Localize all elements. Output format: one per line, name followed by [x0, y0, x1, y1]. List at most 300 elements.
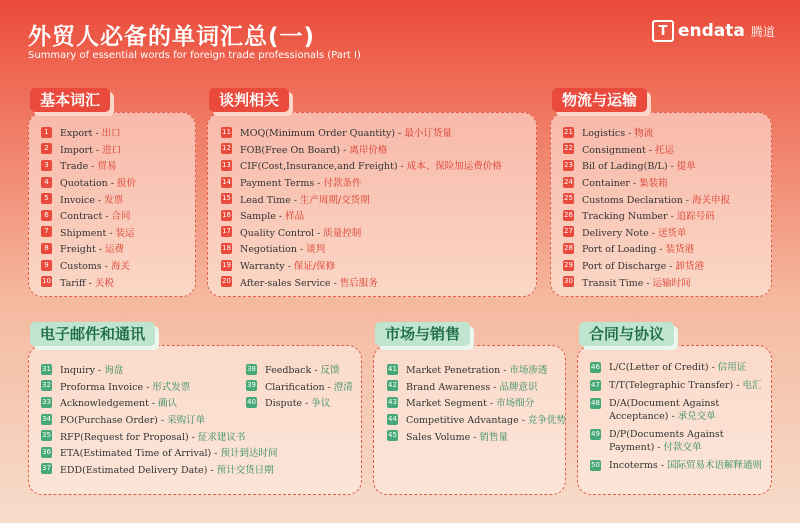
english-term: Brand Awareness: [406, 381, 491, 393]
chinese-term: 报价: [117, 178, 137, 190]
chinese-term: 关税: [94, 277, 114, 289]
contract-heading: 合同与协议: [579, 322, 674, 346]
item-text: [240, 125, 452, 139]
word-item: [590, 428, 766, 454]
separator: -: [91, 161, 95, 173]
item-text: [609, 428, 766, 454]
word-item: [590, 379, 766, 392]
chinese-term: 质量控制: [323, 227, 362, 239]
chinese-term: 争议: [311, 398, 331, 410]
item-text: [240, 175, 361, 189]
chinese-term: 品牌意识: [499, 381, 538, 393]
word-item: [563, 207, 730, 224]
english-term: Lead Time: [240, 194, 291, 206]
word-item: [590, 459, 766, 472]
item-text: [60, 462, 274, 476]
english-term: Consignment: [582, 144, 646, 156]
item-text: [240, 241, 325, 255]
word-item: [563, 174, 730, 191]
separator: -: [632, 178, 637, 190]
english-term: Transit Time: [582, 277, 644, 289]
chinese-term: 预计到达时间: [220, 448, 278, 460]
word-item: [41, 257, 136, 274]
email-list-right: [246, 361, 353, 411]
item-text: [60, 192, 123, 206]
separator: -: [646, 277, 650, 289]
separator: -: [146, 381, 150, 393]
separator: -: [191, 431, 195, 443]
chinese-term: 澄清: [333, 381, 353, 393]
word-item: [41, 361, 277, 378]
item-text: [582, 258, 704, 272]
word-item: [246, 361, 353, 378]
separator: -: [210, 464, 214, 476]
english-term: Trade: [60, 161, 89, 173]
chinese-term: 付款交单: [663, 442, 702, 453]
chinese-term: 装货港: [665, 244, 695, 256]
chinese-term: 样品: [285, 211, 305, 223]
english-term: Payment Terms: [240, 178, 315, 190]
english-term: RFP(Request for Proposal): [60, 431, 189, 443]
item-number-badge: 19: [222, 260, 231, 269]
item-text: [406, 362, 547, 376]
word-item: [563, 157, 730, 174]
english-term: ETA(Estimated Time of Arrival): [60, 448, 212, 460]
separator: -: [151, 398, 156, 410]
chinese-term: 集装箱: [639, 178, 668, 190]
item-number-badge: 10: [42, 277, 51, 286]
item-number-badge: 23: [564, 160, 573, 169]
item-text: [60, 445, 277, 459]
separator: -: [160, 415, 165, 427]
marketing-heading: 市场与销售: [375, 322, 470, 346]
chinese-term: 追踪号码: [676, 211, 715, 223]
separator: -: [278, 211, 283, 223]
separator: -: [110, 178, 115, 190]
chinese-term: 提单: [676, 161, 696, 173]
english-term: Logistics: [582, 128, 626, 140]
word-item: [41, 157, 136, 174]
english-term: Export: [60, 128, 93, 140]
separator: -: [685, 194, 690, 206]
item-text: [582, 175, 668, 189]
english-term: Inquiry: [60, 365, 96, 377]
item-number-badge: 31: [42, 364, 51, 373]
separator: -: [88, 277, 92, 289]
word-item: [41, 190, 136, 207]
item-number-badge: 4: [41, 177, 52, 188]
separator: -: [104, 261, 108, 273]
item-number-badge: 43: [388, 397, 397, 406]
chinese-term: 承兑交单: [677, 411, 716, 422]
item-text: [240, 158, 502, 172]
english-term: Customs: [60, 261, 102, 273]
logo-wordmark: endata: [678, 21, 745, 41]
marketing-list: [387, 361, 566, 444]
english-term: Port of Discharge: [582, 261, 667, 273]
chinese-term: 确认: [158, 398, 178, 410]
separator: -: [98, 365, 102, 377]
item-number-badge: 39: [247, 381, 256, 390]
separator: -: [95, 144, 100, 156]
chinese-term: 国际贸易术语解释通则: [667, 460, 763, 471]
item-text: [582, 142, 674, 156]
chinese-term: 竞争优势: [527, 415, 566, 427]
item-text: [240, 208, 304, 222]
separator: -: [671, 411, 675, 422]
item-number-badge: 11: [222, 127, 231, 136]
chinese-term: 送货单: [657, 227, 687, 239]
separator: -: [489, 398, 494, 410]
item-text: [240, 258, 335, 272]
word-item: [590, 397, 766, 423]
english-term: T/T(Telegraphic Transfer): [609, 380, 734, 391]
item-text: [240, 142, 387, 156]
word-item: [41, 174, 136, 191]
word-item: [41, 461, 277, 478]
contract-list: [590, 361, 766, 477]
word-item: [387, 361, 566, 378]
separator: -: [503, 365, 507, 377]
separator: -: [711, 362, 715, 373]
chinese-term: 反馈: [320, 365, 340, 377]
item-text: [582, 125, 653, 139]
separator: -: [109, 227, 113, 239]
separator: -: [670, 211, 674, 223]
item-text: [609, 379, 761, 392]
english-term: Shipment: [60, 227, 107, 239]
chinese-term: 离岸价格: [349, 144, 388, 156]
word-item: [590, 361, 766, 374]
item-number-badge: 29: [564, 260, 573, 269]
english-term: Customs Declaration: [582, 194, 683, 206]
item-text: [609, 397, 766, 423]
english-term: PO(Purchase Order): [60, 415, 158, 427]
word-item: [387, 394, 566, 411]
word-item: [221, 190, 502, 207]
separator: -: [670, 161, 674, 173]
chinese-term: 托运: [655, 144, 675, 156]
english-term: Sample: [240, 211, 276, 223]
item-text: [60, 412, 205, 426]
item-number-badge: 18: [222, 243, 231, 252]
english-term: Feedback: [265, 365, 312, 377]
logo-mark: T: [652, 20, 674, 42]
word-item: [563, 224, 730, 241]
word-item: [221, 273, 502, 290]
item-text: [406, 379, 538, 393]
item-number-badge: 44: [388, 414, 397, 423]
chinese-term: 海关申报: [692, 194, 731, 206]
chinese-term: 生产周期/交货期: [299, 194, 370, 206]
word-item: [221, 157, 502, 174]
item-text: [582, 241, 694, 255]
separator: -: [299, 244, 304, 256]
english-term: Sales Volume: [406, 431, 471, 443]
item-number-badge: 49: [591, 430, 600, 438]
english-term: Market Penetration: [406, 365, 501, 377]
chinese-term: 运费: [105, 244, 125, 256]
item-text: [60, 142, 121, 156]
separator: -: [660, 460, 664, 471]
word-item: [221, 224, 502, 241]
word-item: [387, 411, 566, 428]
english-term: Invoice: [60, 194, 95, 206]
separator: -: [343, 144, 347, 156]
english-term: Acknowledgement: [60, 398, 149, 410]
item-number-badge: 12: [222, 144, 231, 153]
separator: -: [657, 442, 661, 453]
word-item: [41, 444, 277, 461]
item-text: [60, 275, 114, 289]
item-text: [60, 362, 123, 376]
word-item: [221, 257, 502, 274]
chinese-term: 采购订单: [167, 415, 206, 427]
chinese-term: 征求建议书: [197, 431, 246, 443]
item-number-badge: 9: [41, 260, 52, 271]
word-item: [563, 273, 730, 290]
logo-cn: 腾道: [750, 24, 775, 39]
english-term: D/A(Document Against Acceptance): [609, 398, 720, 422]
word-item: [41, 378, 277, 395]
item-text: [60, 208, 131, 222]
english-term: D/P(Documents Against Payment): [609, 429, 724, 453]
item-number-badge: 14: [222, 177, 231, 186]
word-item: [41, 240, 136, 257]
item-number-badge: 28: [564, 243, 573, 252]
item-number-badge: 46: [591, 363, 600, 371]
page-title: 外贸人必备的单词汇总(一): [28, 24, 316, 50]
word-item: [387, 427, 566, 444]
item-text: [582, 275, 691, 289]
word-item: [563, 190, 730, 207]
word-item: [41, 124, 136, 141]
english-term: Freight: [60, 244, 96, 256]
item-number-badge: 32: [42, 381, 51, 390]
email-list-left: [41, 361, 277, 477]
chinese-term: 物流: [634, 128, 654, 140]
english-term: Delivery Note: [582, 227, 649, 239]
item-number-badge: 36: [42, 447, 51, 456]
chinese-term: 装运: [115, 227, 135, 239]
item-text: [60, 241, 124, 255]
chinese-term: 发票: [104, 194, 124, 206]
word-item: [246, 378, 353, 395]
negotiation-heading: 谈判相关: [209, 88, 289, 112]
english-term: Warranty: [240, 261, 285, 273]
word-item: [563, 240, 730, 257]
item-number-badge: 16: [222, 210, 231, 219]
item-number-badge: 42: [388, 381, 397, 390]
basic-heading: 基本词汇: [30, 88, 110, 112]
tendata-logo: [652, 20, 775, 42]
item-number-badge: 7: [41, 226, 52, 237]
chinese-term: 电汇: [742, 380, 762, 391]
separator: -: [105, 211, 109, 223]
chinese-term: 进口: [102, 144, 122, 156]
chinese-term: 谈判: [306, 244, 326, 256]
item-number-badge: 8: [41, 243, 52, 254]
english-term: Incoterms: [609, 460, 658, 471]
separator: -: [314, 365, 318, 377]
item-number-badge: 30: [564, 277, 573, 286]
item-number-badge: 22: [564, 144, 573, 153]
separator: -: [305, 398, 309, 410]
item-text: [60, 379, 190, 393]
negotiation-list: [221, 124, 502, 290]
separator: -: [736, 380, 740, 391]
item-text: [265, 395, 330, 409]
item-text: [60, 429, 245, 443]
english-term: CIF(Cost,Insurance,and Freight): [240, 161, 398, 173]
item-text: [60, 395, 177, 409]
english-term: Market Segment: [406, 398, 487, 410]
separator: -: [287, 261, 291, 273]
item-number-badge: 37: [42, 464, 51, 473]
item-number-badge: 48: [591, 399, 600, 407]
word-item: [41, 394, 277, 411]
english-term: Dispute: [265, 398, 303, 410]
word-item: [221, 141, 502, 158]
chinese-term: 最小订货量: [404, 128, 452, 140]
chinese-term: 卸货港: [675, 261, 704, 273]
item-number-badge: 50: [591, 461, 600, 469]
separator: -: [651, 227, 655, 239]
separator: -: [214, 448, 218, 460]
english-term: Quotation: [60, 178, 108, 190]
chinese-term: 预计交货日期: [216, 464, 274, 476]
logistics-heading: 物流与运输: [552, 88, 647, 112]
item-number-badge: 13: [222, 160, 231, 169]
chinese-term: 市场细分: [496, 398, 535, 410]
item-text: [406, 395, 534, 409]
item-number-badge: 38: [247, 364, 256, 373]
item-number-badge: 27: [564, 227, 573, 236]
separator: -: [648, 144, 653, 156]
separator: -: [400, 161, 404, 173]
page-subtitle: Summary of essential words for foreign trade professionals (Part I): [28, 50, 361, 61]
word-item: [41, 427, 277, 444]
item-number-badge: 5: [41, 193, 52, 204]
item-text: [240, 275, 378, 289]
item-number-badge: 45: [388, 431, 397, 440]
english-term: Import: [60, 144, 93, 156]
separator: -: [317, 178, 321, 190]
english-term: L/C(Letter of Credit): [609, 362, 709, 373]
chinese-term: 销售量: [479, 431, 508, 443]
separator: -: [659, 244, 663, 256]
chinese-term: 运输时间: [652, 277, 691, 289]
word-item: [221, 174, 502, 191]
word-item: [563, 257, 730, 274]
item-text: [582, 158, 696, 172]
separator: -: [95, 128, 99, 140]
separator: -: [97, 194, 102, 206]
english-term: Contract: [60, 211, 103, 223]
chinese-term: 保证/保修: [293, 261, 336, 273]
chinese-term: 市场渗透: [509, 365, 548, 377]
item-number-badge: 2: [41, 143, 52, 154]
item-number-badge: 6: [41, 210, 52, 221]
item-text: [265, 362, 339, 376]
separator: -: [628, 128, 632, 140]
logistics-list: [563, 124, 730, 290]
english-term: Proforma Invoice: [60, 381, 144, 393]
english-term: After-sales Service: [240, 277, 331, 289]
item-text: [609, 361, 746, 374]
english-term: Quality Control: [240, 227, 315, 239]
item-text: [60, 175, 136, 189]
item-number-badge: 15: [222, 194, 231, 203]
english-term: MOQ(Minimum Order Quantity): [240, 128, 396, 140]
english-term: Clarification: [265, 381, 325, 393]
chinese-term: 合同: [111, 211, 131, 223]
item-text: [582, 208, 715, 222]
english-term: FOB(Free On Board): [240, 144, 341, 156]
word-item: [563, 124, 730, 141]
item-number-badge: 17: [222, 227, 231, 236]
item-number-badge: 25: [564, 194, 573, 203]
separator: -: [327, 381, 331, 393]
separator: -: [293, 194, 297, 206]
chinese-term: 询盘: [104, 365, 124, 377]
item-text: [582, 225, 686, 239]
english-term: Negotiation: [240, 244, 297, 256]
word-item: [41, 141, 136, 158]
item-number-badge: 40: [247, 397, 256, 406]
item-text: [406, 412, 566, 426]
item-text: [265, 379, 353, 393]
item-number-badge: 1: [41, 127, 52, 138]
chinese-term: 成本、保险加运费价格: [406, 161, 502, 173]
item-number-badge: 33: [42, 397, 51, 406]
item-number-badge: 21: [564, 127, 573, 136]
item-number-badge: 26: [564, 210, 573, 219]
item-text: [240, 225, 361, 239]
english-term: Port of Loading: [582, 244, 657, 256]
chinese-term: 海关: [110, 261, 130, 273]
word-item: [41, 224, 136, 241]
word-item: [221, 124, 502, 141]
word-item: [221, 240, 502, 257]
item-text: [60, 125, 121, 139]
item-text: [240, 192, 370, 206]
word-item: [221, 207, 502, 224]
chinese-term: 信用证: [717, 362, 747, 373]
item-text: [406, 429, 508, 443]
item-number-badge: 3: [41, 160, 52, 171]
item-number-badge: 34: [42, 414, 51, 423]
item-text: [60, 258, 130, 272]
separator: -: [317, 227, 321, 239]
english-term: Tracking Number: [582, 211, 668, 223]
separator: -: [333, 277, 337, 289]
item-text: [60, 158, 116, 172]
item-number-badge: 20: [222, 277, 231, 286]
word-item: [41, 411, 277, 428]
separator: -: [521, 415, 525, 427]
chinese-term: 贸易: [97, 161, 117, 173]
email-heading: 电子邮件和通讯: [30, 322, 155, 346]
word-item: [41, 273, 136, 290]
item-number-badge: 47: [591, 381, 600, 389]
english-term: Tariff: [60, 277, 86, 289]
word-item: [246, 394, 353, 411]
word-item: [41, 207, 136, 224]
item-text: [609, 459, 762, 472]
chinese-term: 售后服务: [339, 277, 378, 289]
word-item: [563, 141, 730, 158]
